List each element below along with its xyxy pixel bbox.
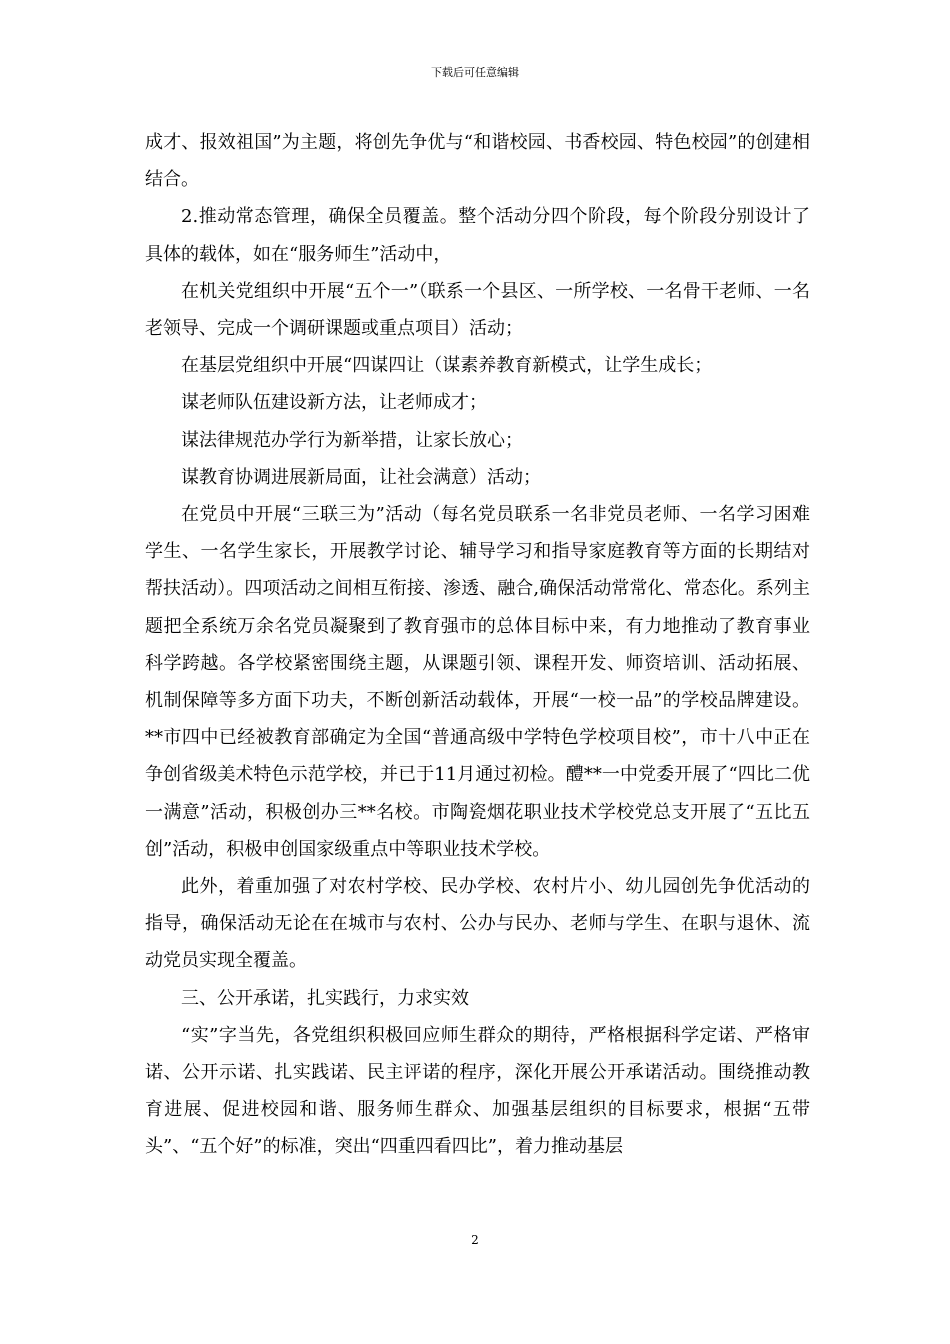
paragraph: “实”字当先，各党组织积极回应师生群众的期待，严格根据科学定诺、严格审诺、公开示诺、扎实践诺、民主评诺的程序，深化开展公开承诺活动。围绕推动教育进展、促进校园和谐、服务师生群众、加强基层组织的目标要求，根据“五带头”、“五个好”的标准，突出“四重四看四比”，着力推动基层 — [145, 1024, 810, 1158]
paragraph: 谋法律规范办学行为新举措，让家长放心； — [181, 429, 523, 451]
paragraph: 在基层党组织中开展“四谋四让（谋素养教育新模式，让学生成长； — [181, 355, 713, 377]
document-body — [145, 124, 810, 1166]
paragraph: 2.推动常态管理，确保全员覆盖。整个活动分四个阶段，每个阶段分别设计了具体的载体，如在“服务师生”活动中， — [145, 206, 810, 265]
paragraph: 谋教育协调进展新局面，让社会满意）活动； — [181, 466, 541, 488]
paragraph: 在机关党组织中开展“五个一”（联系一个县区、一所学校、一名骨干老师、一名老领导、完成一个调研课题或重点项目）活动； — [145, 280, 810, 340]
paragraph: 三、公开承诺，扎实践行，力求实效 — [181, 987, 469, 1009]
paragraph: 谋老师队伍建设新方法，让老师成才； — [181, 392, 487, 414]
paragraph: 此外，着重加强了对农村学校、民办学校、农村片小、幼儿园创先争优活动的指导，确保活动无论在在城市与农村、公办与民办、老师与学生、在职与退休、流动党员实现全覆盖。 — [145, 876, 810, 972]
page-number: 2 — [471, 1233, 479, 1247]
paragraph: 成才、报效祖国”为主题，将创先争优与“和谐校园、书香校园、特色校园”的创建相结合。 — [145, 132, 810, 191]
paragraph: 在党员中开展“三联三为”活动（每名党员联系一名非党员老师、一名学习困难学生、一名学生家长，开展教学讨论、辅导学习和指导家庭教育等方面的长期结对帮扶活动）。四项活动之间相互衔接、渗透、融合,确保活动常常化、常态化。系列主题把全系统万余名党员凝聚到了教育强市的总体目标中来，有力地推动了教育事业科学跨越。各学校紧密围绕主题，从课题引领、课程开发、师资培训、活动拓展、机制保障等多方面下功夫，不断创新活动载体，开展“一校一品”的学校品牌建设。**市四中已经被教育部确定为全国“普通高级中学特色学校项目校”，市十八中正在争创省级美术特色示范学校，并已于11月通过初检。醴**一中党委开展了“四比二优一满意”活动，积极创办三**名校。市陶瓷烟花职业技术学校党总支开展了“五比五创”活动，积极申创国家级重点中等职业技术学校。 — [145, 504, 810, 860]
page-header: 下载后可任意编辑 — [431, 66, 519, 79]
